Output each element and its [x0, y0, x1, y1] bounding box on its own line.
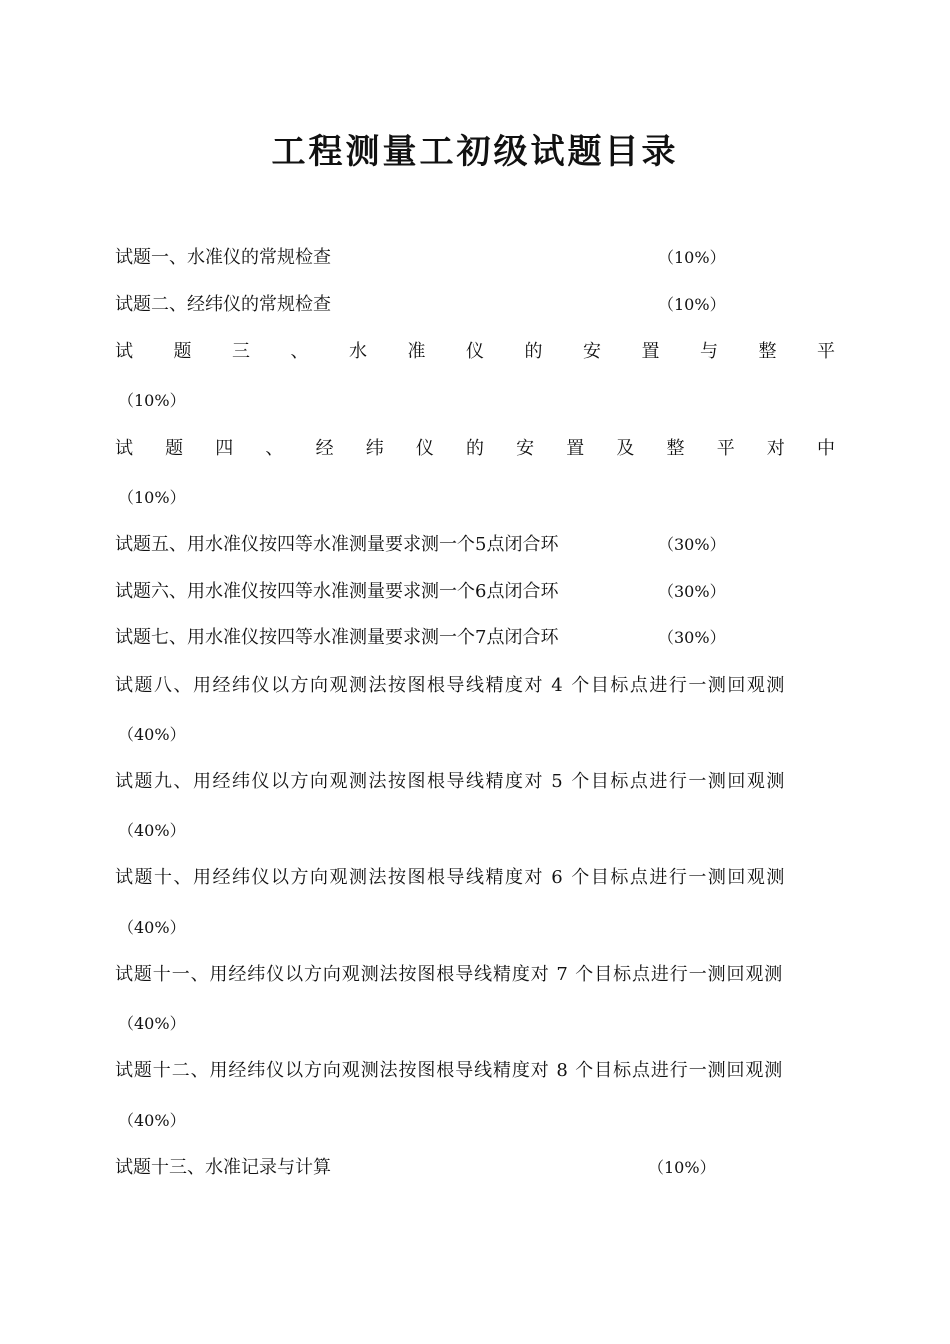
- item-4-char: 对: [766, 438, 785, 459]
- item-9-title: 试题九、用经纬仪以方向观测法按图根导线精度对 5 个目标点进行一测回观测: [115, 771, 786, 792]
- item-4-char: 仪: [415, 438, 434, 459]
- item-3-char: 三: [232, 341, 250, 362]
- item-4-char: 试: [115, 438, 133, 459]
- item-3-char: 置: [641, 341, 660, 362]
- item-11-title: 试题十一、用经纬仪以方向观测法按图根导线精度对 7 个目标点进行一测回观测: [115, 964, 784, 985]
- item-1-title: 试题一、水准仪的常规检查: [115, 247, 331, 268]
- item-5-percent: （30%）: [658, 535, 726, 554]
- item-3-char: 的: [524, 341, 543, 362]
- item-12-percent: （40%）: [118, 1111, 186, 1130]
- item-6-title: 试题六、用水准仪按四等水准测量要求测一个6点闭合环: [115, 581, 559, 602]
- item-10-title: 试题十、用经纬仪以方向观测法按图根导线精度对 6 个目标点进行一测回观测: [115, 867, 786, 888]
- item-12-title: 试题十二、用经纬仪以方向观测法按图根导线精度对 8 个目标点进行一测回观测: [115, 1060, 784, 1081]
- page-title: 工程测量工初级试题目录: [271, 132, 679, 172]
- item-4-char: 中: [816, 438, 835, 459]
- item-8-percent: （40%）: [118, 725, 186, 744]
- item-2-percent: （10%）: [658, 295, 726, 314]
- item-3-percent: （10%）: [118, 391, 186, 410]
- item-3-char: 与: [700, 341, 718, 362]
- item-4-title: [115, 436, 835, 462]
- item-4-char: 纬: [365, 438, 384, 459]
- item-3-char: 水: [349, 341, 367, 362]
- item-4-char: 置: [566, 438, 585, 459]
- item-3-char: 准: [407, 341, 426, 362]
- item-3-char: 仪: [466, 341, 484, 362]
- item-3-char: 平: [817, 341, 835, 362]
- item-7-percent: （30%）: [658, 628, 726, 647]
- item-4-char: 及: [616, 438, 635, 459]
- item-4-char: 安: [516, 438, 535, 459]
- item-8-title: 试题八、用经纬仪以方向观测法按图根导线精度对 4 个目标点进行一测回观测: [115, 675, 786, 696]
- item-3-title: [115, 339, 835, 365]
- item-4-char: 、: [265, 438, 284, 459]
- item-2-title: 试题二、经纬仪的常规检查: [115, 294, 331, 315]
- item-13-percent: （10%）: [648, 1158, 716, 1177]
- item-4-char: 平: [716, 438, 735, 459]
- item-4-char: 四: [215, 438, 234, 459]
- item-5-title: 试题五、用水准仪按四等水准测量要求测一个5点闭合环: [115, 534, 559, 555]
- item-3-char: 整: [758, 341, 777, 362]
- item-3-char: 、: [290, 341, 309, 362]
- item-4-char: 的: [465, 438, 484, 459]
- item-13-title: 试题十三、水准记录与计算: [115, 1157, 331, 1178]
- item-10-percent: （40%）: [118, 918, 186, 937]
- item-3-char: 试: [115, 341, 133, 362]
- item-7-title: 试题七、用水准仪按四等水准测量要求测一个7点闭合环: [115, 627, 559, 648]
- item-4-char: 整: [666, 438, 685, 459]
- item-4-char: 题: [165, 438, 184, 459]
- item-4-percent: （10%）: [118, 488, 186, 507]
- item-3-char: 安: [583, 341, 601, 362]
- item-3-char: 题: [173, 341, 192, 362]
- item-4-char: 经: [315, 438, 334, 459]
- item-6-percent: （30%）: [658, 582, 726, 601]
- item-11-percent: （40%）: [118, 1014, 186, 1033]
- item-1-percent: （10%）: [658, 248, 726, 267]
- item-9-percent: （40%）: [118, 821, 186, 840]
